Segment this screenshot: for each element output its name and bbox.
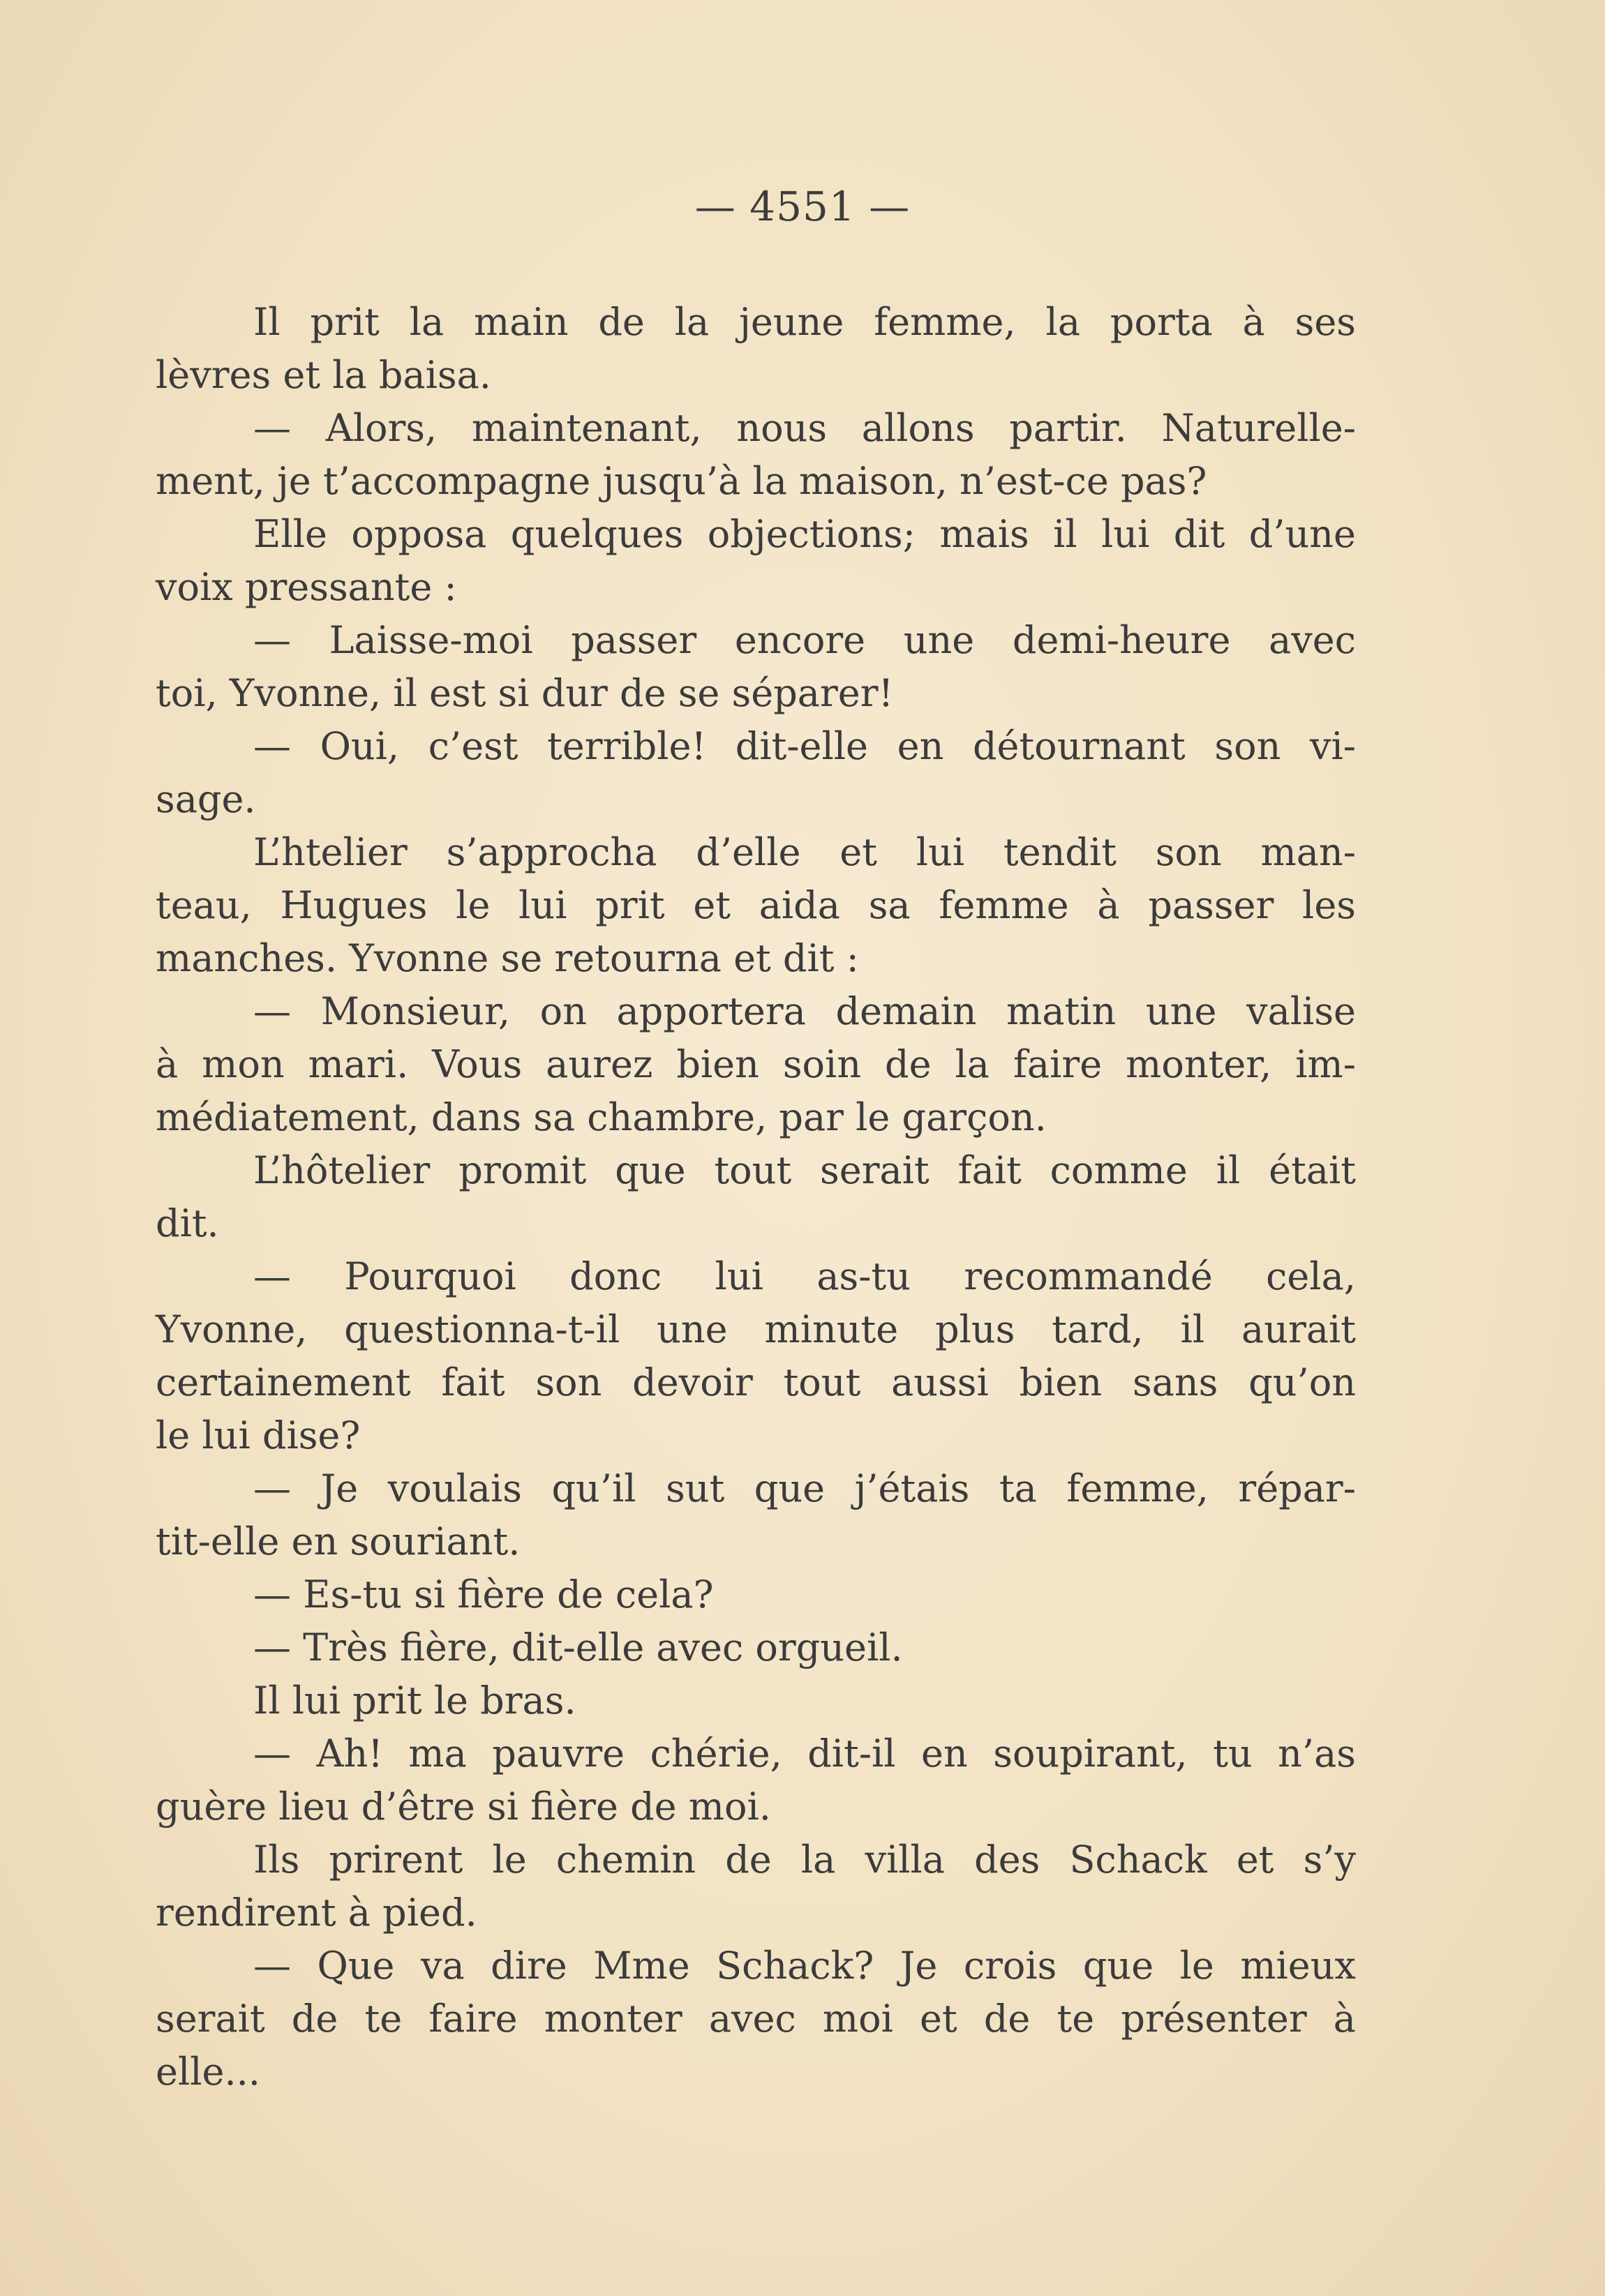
- text-line: — Alors, maintenant, nous allons partir. Naturelle-: [253, 406, 1356, 450]
- text-line: — Je voulais qu’il sut que j’étais ta femme, répar-: [253, 1466, 1356, 1510]
- text-line: — Laisse-moi passer encore une demi-heure avec: [253, 618, 1356, 662]
- text-line: ment, je t’accompagne jusqu’à la maison, n’est-ce pas?: [156, 459, 1207, 503]
- text-line: — Ah! ma pauvre chérie, dit-il en soupirant, tu n’as: [253, 1732, 1356, 1776]
- text-line: Ils prirent le chemin de la villa des Schack et s’y: [253, 1838, 1356, 1882]
- text-line: elle...: [156, 2050, 260, 2094]
- text-line: — Que va dire Mme Schack? Je crois que le mieux: [253, 1944, 1356, 1988]
- text-line: sage.: [156, 777, 256, 821]
- text-line: Il prit la main de la jeune femme, la porta à ses: [253, 300, 1356, 344]
- text-line: manches. Yvonne se retourna et dit :: [156, 936, 859, 980]
- text-line: guère lieu d’être si fière de moi.: [156, 1785, 771, 1829]
- text-line: L’htelier s’approcha d’elle et lui tendit son man-: [253, 830, 1356, 874]
- body-text: [156, 296, 1356, 2099]
- text-line: le lui dise?: [156, 1413, 361, 1457]
- text-line: lèvres et la baisa.: [156, 353, 491, 397]
- text-line: toi, Yvonne, il est si dur de se séparer!: [156, 671, 894, 715]
- text-line: — Pourquoi donc lui as-tu recommandé cela,: [253, 1254, 1356, 1298]
- text-line: — Oui, c’est terrible! dit-elle en détournant son vi-: [253, 724, 1356, 768]
- page-number: — 4551 —: [694, 183, 911, 230]
- text-line: à mon mari. Vous aurez bien soin de la faire monter, im-: [156, 1042, 1356, 1086]
- text-line: serait de te faire monter avec moi et de te présenter à: [156, 1997, 1356, 2041]
- text-line: certainement fait son devoir tout aussi bien sans qu’on: [156, 1360, 1356, 1404]
- text-line: Elle opposa quelques objections; mais il lui dit d’une: [253, 512, 1356, 556]
- text-line: voix pressante :: [156, 565, 457, 609]
- text-line: L’hôtelier promit que tout serait fait comme il était: [253, 1148, 1356, 1192]
- text-line: tit-elle en souriant.: [156, 1520, 521, 1563]
- text-line: — Monsieur, on apportera demain matin une valise: [253, 989, 1356, 1033]
- text-line: Yvonne, questionna-t-il une minute plus tard, il aurait: [156, 1307, 1356, 1351]
- text-line: teau, Hugues le lui prit et aida sa femme à passer les: [156, 883, 1356, 927]
- text-line: — Très fière, dit-elle avec orgueil.: [253, 1626, 903, 1670]
- text-line: Il lui prit le bras.: [253, 1679, 576, 1723]
- text-line: dit.: [156, 1201, 219, 1245]
- text-line: médiatement, dans sa chambre, par le garçon.: [156, 1095, 1047, 1139]
- text-line: rendirent à pied.: [156, 1891, 477, 1935]
- text-line: — Es-tu si fière de cela?: [253, 1573, 714, 1616]
